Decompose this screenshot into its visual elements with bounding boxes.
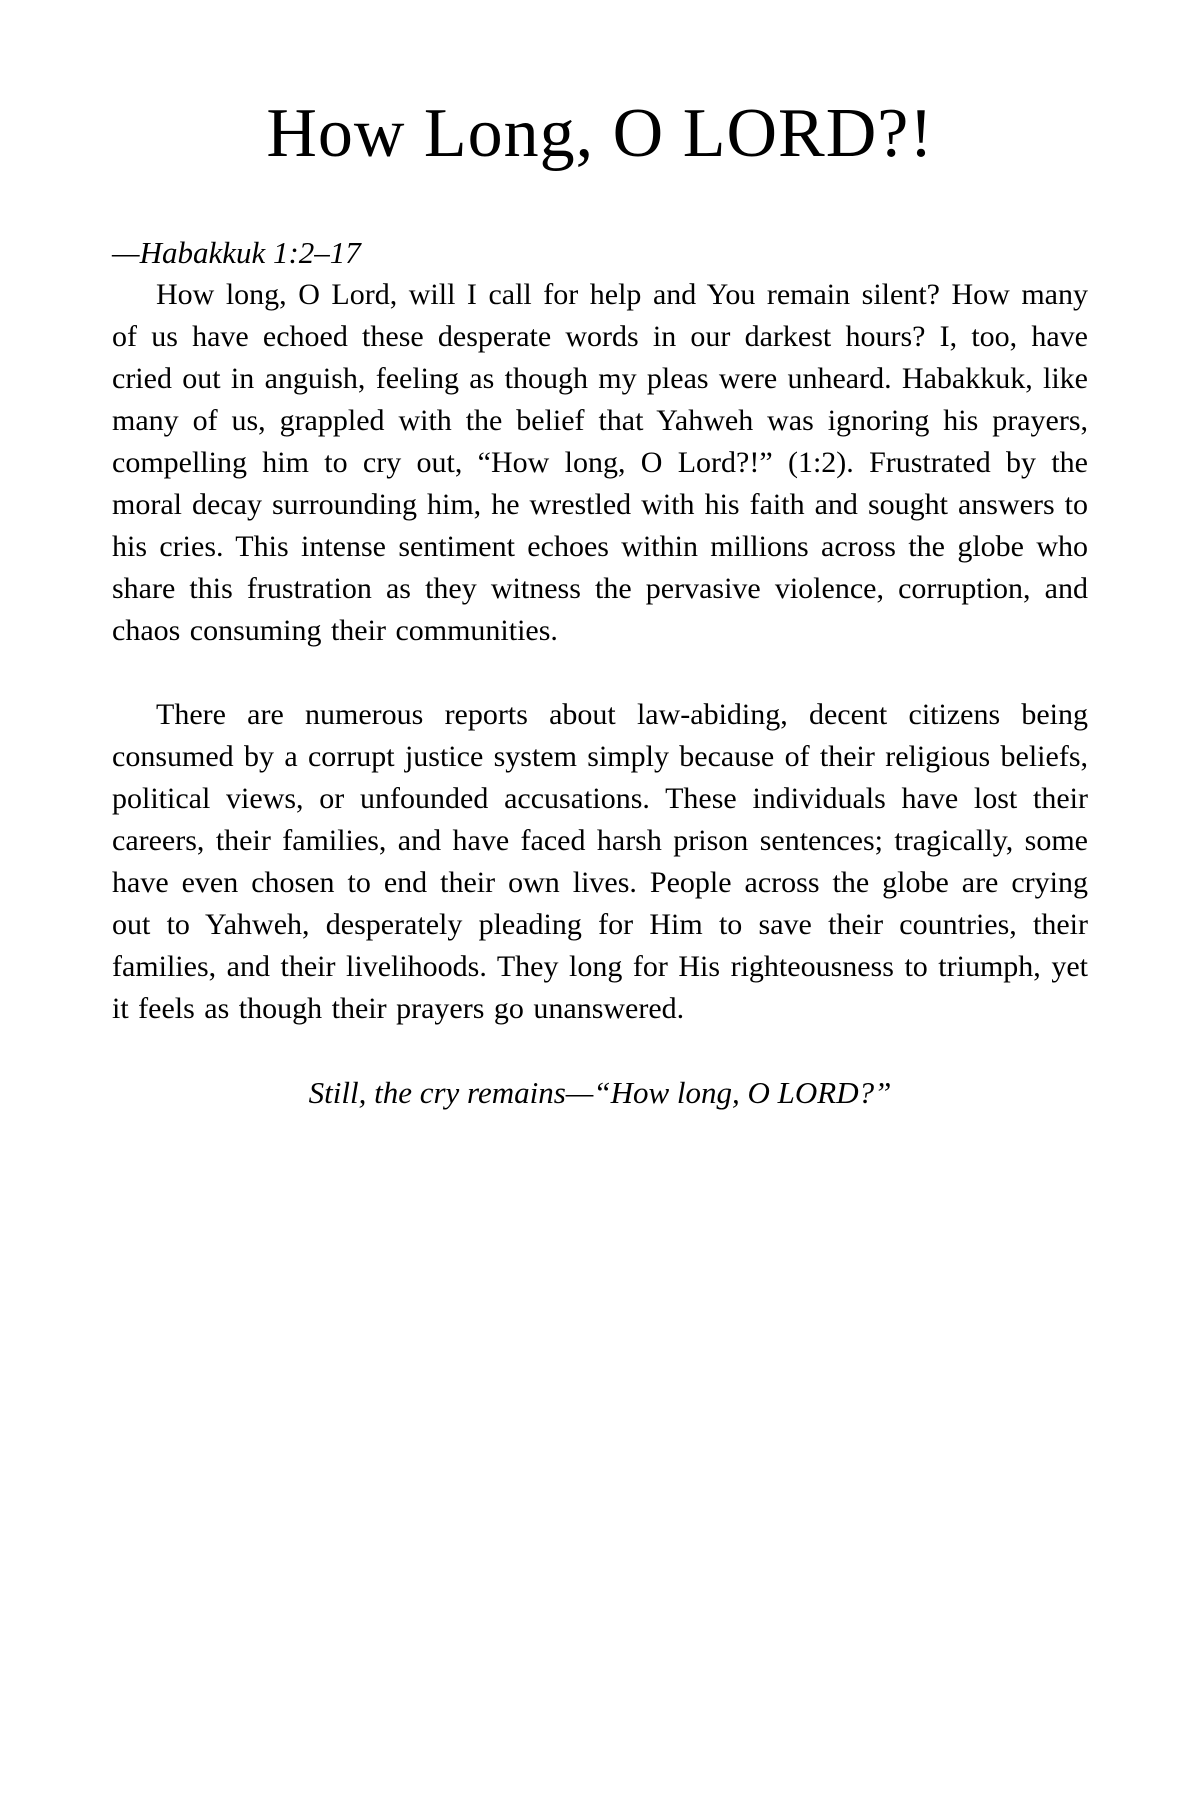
page-title: How Long, O LORD?! bbox=[266, 95, 934, 172]
scripture-attribution: —Habakkuk 1:2–17 bbox=[112, 235, 361, 270]
body-paragraph-2: There are numerous reports about law-abiding, decent citizens being consumed by a corrupt justice system simply because of their religious beliefs, political views, or unfounded accusations. These individuals have lost their careers, their families, and have faced harsh prison sentences; tragically, some have even chosen to end their own lives. People across the globe are crying out to Yahweh, desperately pleading for Him to save their countries, their families, and their livelihoods. They long for His righteousness to triumph, yet it feels as though their prayers go unanswered. bbox=[112, 698, 1088, 1025]
body-paragraph-1: How long, O Lord, will I call for help and You remain silent? How many of us have echoed these desperate words in our darkest hours? I, too, have cried out in anguish, feeling as though my pleas were unheard. Habakkuk, like many of us, grappled with the belief that Yahweh was ignoring his prayers, compelling him to cry out, “How long, O Lord?!” (1:2). Frustrated by the moral decay surrounding him, he wrestled with his faith and sought answers to his cries. This intense sentiment echoes within millions across the globe who share this frustration as they witness the pervasive violence, corruption, and chaos consuming their communities. bbox=[112, 278, 1088, 647]
closing-quote: Still, the cry remains—“How long, O LORD?” bbox=[308, 1075, 892, 1110]
